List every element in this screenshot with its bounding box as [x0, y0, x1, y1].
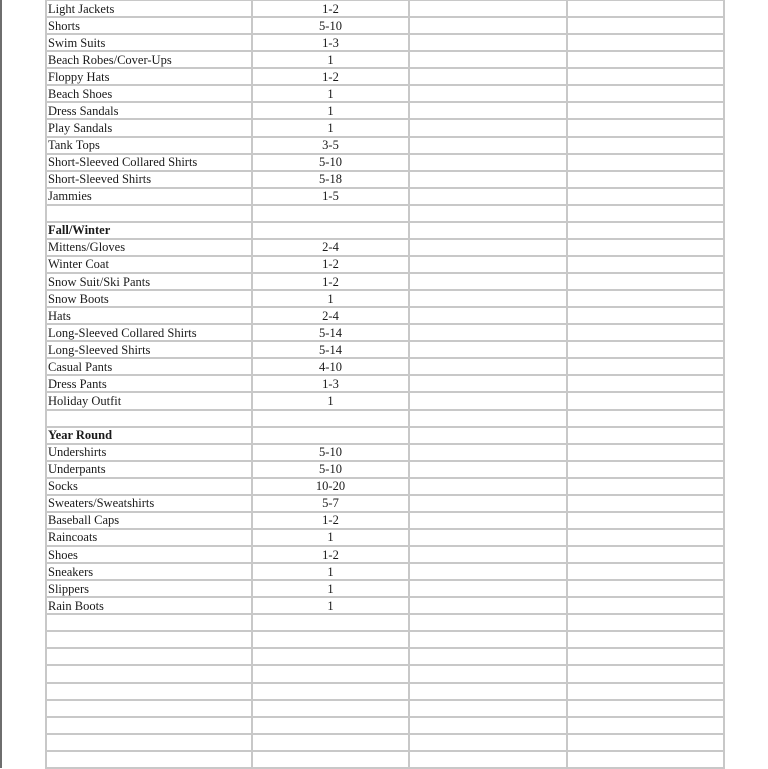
- quantity-cell[interactable]: 1: [252, 51, 409, 68]
- empty-row: [46, 648, 724, 665]
- checklist-cell[interactable]: [409, 290, 567, 307]
- item-name-cell[interactable]: Slippers: [46, 580, 252, 597]
- empty-row: [46, 614, 724, 631]
- item-name-cell[interactable]: Underpants: [46, 461, 252, 478]
- checklist-cell[interactable]: [567, 0, 724, 17]
- item-name-cell[interactable]: [46, 751, 252, 768]
- checklist-cell[interactable]: [409, 205, 567, 222]
- item-name-cell[interactable]: [46, 614, 252, 631]
- section-header-row: [46, 222, 724, 239]
- quantity-cell[interactable]: [252, 648, 409, 665]
- checklist-cell[interactable]: [409, 154, 567, 171]
- quantity-cell[interactable]: 5-18: [252, 171, 409, 188]
- table-row: [46, 51, 724, 68]
- item-name-cell[interactable]: Casual Pants: [46, 358, 252, 375]
- item-name-cell[interactable]: [46, 205, 252, 222]
- section-title-cell[interactable]: Year Round: [46, 427, 252, 444]
- quantity-cell[interactable]: 1-2: [252, 546, 409, 563]
- item-name-cell[interactable]: Long-Sleeved Shirts: [46, 341, 252, 358]
- checklist-cell[interactable]: [567, 273, 724, 290]
- empty-row: [46, 631, 724, 648]
- quantity-cell[interactable]: 10-20: [252, 478, 409, 495]
- checklist-cell[interactable]: [567, 580, 724, 597]
- checklist-cell[interactable]: [567, 154, 724, 171]
- checklist-cell[interactable]: [409, 392, 567, 409]
- item-name-cell[interactable]: Tank Tops: [46, 137, 252, 154]
- checklist-cell[interactable]: [567, 683, 724, 700]
- quantity-cell[interactable]: 1: [252, 597, 409, 614]
- quantity-cell[interactable]: 5-10: [252, 17, 409, 34]
- quantity-cell[interactable]: 1: [252, 529, 409, 546]
- quantity-cell[interactable]: [252, 700, 409, 717]
- checklist-cell[interactable]: [567, 665, 724, 682]
- checklist-cell[interactable]: [567, 205, 724, 222]
- table-row: [46, 119, 724, 136]
- item-name-cell[interactable]: Beach Robes/Cover-Ups: [46, 51, 252, 68]
- checklist-cell[interactable]: [409, 444, 567, 461]
- table-row: [46, 188, 724, 205]
- table-row: [46, 563, 724, 580]
- quantity-cell[interactable]: [252, 222, 409, 239]
- checklist-cell[interactable]: [409, 529, 567, 546]
- section-title-cell[interactable]: Fall/Winter: [46, 222, 252, 239]
- checklist-cell[interactable]: [409, 273, 567, 290]
- quantity-cell[interactable]: 1-5: [252, 188, 409, 205]
- checklist-cell[interactable]: [567, 375, 724, 392]
- checklist-cell[interactable]: [567, 256, 724, 273]
- page-edge: [0, 0, 2, 768]
- quantity-cell[interactable]: 1: [252, 85, 409, 102]
- item-name-cell[interactable]: Baseball Caps: [46, 512, 252, 529]
- quantity-cell[interactable]: 1: [252, 290, 409, 307]
- checklist-cell[interactable]: [409, 307, 567, 324]
- item-name-cell[interactable]: Snow Suit/Ski Pants: [46, 273, 252, 290]
- checklist-cell[interactable]: [567, 324, 724, 341]
- checklist-cell[interactable]: [567, 563, 724, 580]
- item-name-cell[interactable]: Swim Suits: [46, 34, 252, 51]
- checklist-cell[interactable]: [409, 17, 567, 34]
- table-body: [46, 0, 724, 768]
- quantity-cell[interactable]: [252, 410, 409, 427]
- checklist-cell[interactable]: [567, 358, 724, 375]
- table-row: [46, 154, 724, 171]
- checklist-cell[interactable]: [567, 495, 724, 512]
- table-row: [46, 546, 724, 563]
- checklist-cell[interactable]: [409, 478, 567, 495]
- checklist-cell[interactable]: [409, 495, 567, 512]
- quantity-cell[interactable]: [252, 631, 409, 648]
- item-name-cell[interactable]: Short-Sleeved Shirts: [46, 171, 252, 188]
- item-name-cell[interactable]: Mittens/Gloves: [46, 239, 252, 256]
- quantity-cell[interactable]: 1: [252, 580, 409, 597]
- checklist-cell[interactable]: [567, 85, 724, 102]
- checklist-cell[interactable]: [567, 546, 724, 563]
- empty-row: [46, 410, 724, 427]
- item-name-cell[interactable]: Beach Shoes: [46, 85, 252, 102]
- empty-row: [46, 683, 724, 700]
- quantity-cell[interactable]: [252, 683, 409, 700]
- item-name-cell[interactable]: Holiday Outfit: [46, 392, 252, 409]
- quantity-cell[interactable]: 5-10: [252, 444, 409, 461]
- checklist-cell[interactable]: [567, 239, 724, 256]
- quantity-cell[interactable]: 1-2: [252, 512, 409, 529]
- table-row: [46, 392, 724, 409]
- checklist-cell[interactable]: [567, 461, 724, 478]
- quantity-cell[interactable]: 4-10: [252, 358, 409, 375]
- checklist-cell[interactable]: [567, 427, 724, 444]
- item-name-cell[interactable]: Shoes: [46, 546, 252, 563]
- quantity-cell[interactable]: [252, 665, 409, 682]
- checklist-cell[interactable]: [409, 751, 567, 768]
- table-row: [46, 341, 724, 358]
- item-name-cell[interactable]: [46, 683, 252, 700]
- item-name-cell[interactable]: Jammies: [46, 188, 252, 205]
- checklist-cell[interactable]: [409, 119, 567, 136]
- checklist-cell[interactable]: [567, 631, 724, 648]
- quantity-cell[interactable]: 5-14: [252, 341, 409, 358]
- checklist-cell[interactable]: [567, 444, 724, 461]
- checklist-cell[interactable]: [409, 563, 567, 580]
- checklist-cell[interactable]: [409, 222, 567, 239]
- quantity-cell[interactable]: 1: [252, 392, 409, 409]
- table-row: [46, 580, 724, 597]
- item-name-cell[interactable]: Long-Sleeved Collared Shirts: [46, 324, 252, 341]
- quantity-cell[interactable]: 2-4: [252, 239, 409, 256]
- checklist-cell[interactable]: [409, 239, 567, 256]
- checklist-cell[interactable]: [567, 119, 724, 136]
- item-name-cell[interactable]: Play Sandals: [46, 119, 252, 136]
- empty-row: [46, 205, 724, 222]
- checklist-cell[interactable]: [409, 188, 567, 205]
- checklist-cell[interactable]: [409, 85, 567, 102]
- checklist-cell[interactable]: [409, 631, 567, 648]
- quantity-cell[interactable]: [252, 751, 409, 768]
- checklist-cell[interactable]: [409, 717, 567, 734]
- table-row: [46, 478, 724, 495]
- quantity-cell[interactable]: 5-10: [252, 461, 409, 478]
- checklist-cell[interactable]: [567, 751, 724, 768]
- item-name-cell[interactable]: Hats: [46, 307, 252, 324]
- item-name-cell[interactable]: [46, 631, 252, 648]
- quantity-cell[interactable]: 5-7: [252, 495, 409, 512]
- item-name-cell[interactable]: Raincoats: [46, 529, 252, 546]
- table-row: [46, 102, 724, 119]
- table-row: [46, 324, 724, 341]
- clothing-checklist-sheet: [45, 0, 723, 769]
- checklist-cell[interactable]: [567, 392, 724, 409]
- checklist-cell[interactable]: [409, 375, 567, 392]
- checklist-cell[interactable]: [409, 614, 567, 631]
- section-header-row: [46, 427, 724, 444]
- empty-row: [46, 717, 724, 734]
- checklist-cell[interactable]: [567, 700, 724, 717]
- checklist-cell[interactable]: [567, 68, 724, 85]
- table-row: [46, 375, 724, 392]
- checklist-cell[interactable]: [409, 68, 567, 85]
- quantity-cell[interactable]: [252, 717, 409, 734]
- item-name-cell[interactable]: [46, 717, 252, 734]
- checklist-cell[interactable]: [567, 51, 724, 68]
- item-name-cell[interactable]: Winter Coat: [46, 256, 252, 273]
- checklist-cell[interactable]: [567, 102, 724, 119]
- empty-row: [46, 751, 724, 768]
- checklist-cell[interactable]: [567, 717, 724, 734]
- checklist-cell[interactable]: [567, 648, 724, 665]
- item-name-cell[interactable]: Snow Boots: [46, 290, 252, 307]
- checklist-cell[interactable]: [409, 665, 567, 682]
- checklist-cell[interactable]: [567, 307, 724, 324]
- table-row: [46, 68, 724, 85]
- checklist-cell[interactable]: [567, 478, 724, 495]
- table-row: [46, 358, 724, 375]
- table-row: [46, 17, 724, 34]
- quantity-cell[interactable]: 1: [252, 102, 409, 119]
- item-name-cell[interactable]: Undershirts: [46, 444, 252, 461]
- checklist-cell[interactable]: [567, 529, 724, 546]
- item-name-cell[interactable]: Floppy Hats: [46, 68, 252, 85]
- table-row: [46, 137, 724, 154]
- item-name-cell[interactable]: [46, 410, 252, 427]
- quantity-cell[interactable]: 5-10: [252, 154, 409, 171]
- item-name-cell[interactable]: Socks: [46, 478, 252, 495]
- quantity-cell[interactable]: 1: [252, 563, 409, 580]
- checklist-cell[interactable]: [409, 597, 567, 614]
- checklist-cell[interactable]: [409, 171, 567, 188]
- checklist-cell[interactable]: [409, 102, 567, 119]
- item-name-cell[interactable]: [46, 648, 252, 665]
- checklist-cell[interactable]: [567, 171, 724, 188]
- item-name-cell[interactable]: Dress Pants: [46, 375, 252, 392]
- quantity-cell[interactable]: 1-3: [252, 34, 409, 51]
- table-row: [46, 34, 724, 51]
- checklist-cell[interactable]: [409, 256, 567, 273]
- table-row: [46, 512, 724, 529]
- item-name-cell[interactable]: Shorts: [46, 17, 252, 34]
- item-name-cell[interactable]: Dress Sandals: [46, 102, 252, 119]
- table-row: [46, 273, 724, 290]
- checklist-cell[interactable]: [409, 324, 567, 341]
- checklist-cell[interactable]: [567, 34, 724, 51]
- checklist-cell[interactable]: [567, 614, 724, 631]
- checklist-cell[interactable]: [409, 51, 567, 68]
- quantity-cell[interactable]: 1-2: [252, 273, 409, 290]
- table-row: [46, 529, 724, 546]
- quantity-cell[interactable]: 1-2: [252, 256, 409, 273]
- table-row: [46, 171, 724, 188]
- table-row: [46, 461, 724, 478]
- item-name-cell[interactable]: [46, 700, 252, 717]
- item-name-cell[interactable]: Light Jackets: [46, 0, 252, 17]
- checklist-cell[interactable]: [409, 427, 567, 444]
- quantity-cell[interactable]: 1: [252, 119, 409, 136]
- checklist-cell[interactable]: [409, 410, 567, 427]
- checklist-cell[interactable]: [409, 34, 567, 51]
- table-row: [46, 239, 724, 256]
- table-row: [46, 444, 724, 461]
- checklist-cell[interactable]: [409, 648, 567, 665]
- checklist-cell[interactable]: [409, 461, 567, 478]
- table-row: [46, 85, 724, 102]
- checklist-cell[interactable]: [567, 188, 724, 205]
- checklist-cell[interactable]: [409, 734, 567, 751]
- quantity-cell[interactable]: [252, 614, 409, 631]
- checklist-cell[interactable]: [409, 512, 567, 529]
- checklist-cell[interactable]: [567, 137, 724, 154]
- quantity-cell[interactable]: 3-5: [252, 137, 409, 154]
- quantity-cell[interactable]: 2-4: [252, 307, 409, 324]
- quantity-cell[interactable]: 1-2: [252, 0, 409, 17]
- table-row: [46, 495, 724, 512]
- checklist-cell[interactable]: [567, 290, 724, 307]
- checklist-cell[interactable]: [567, 341, 724, 358]
- checklist-cell[interactable]: [567, 512, 724, 529]
- checklist-cell[interactable]: [409, 0, 567, 17]
- quantity-cell[interactable]: [252, 427, 409, 444]
- item-name-cell[interactable]: Short-Sleeved Collared Shirts: [46, 154, 252, 171]
- quantity-cell[interactable]: 5-14: [252, 324, 409, 341]
- empty-row: [46, 734, 724, 751]
- quantity-cell[interactable]: [252, 205, 409, 222]
- item-name-cell[interactable]: Rain Boots: [46, 597, 252, 614]
- checklist-cell[interactable]: [409, 358, 567, 375]
- checklist-cell[interactable]: [409, 546, 567, 563]
- table-row: [46, 0, 724, 17]
- table-row: [46, 307, 724, 324]
- item-name-cell[interactable]: [46, 665, 252, 682]
- item-name-cell[interactable]: Sweaters/Sweatshirts: [46, 495, 252, 512]
- table-row: [46, 256, 724, 273]
- item-name-cell[interactable]: [46, 734, 252, 751]
- empty-row: [46, 665, 724, 682]
- checklist-cell[interactable]: [409, 137, 567, 154]
- checklist-cell[interactable]: [409, 683, 567, 700]
- quantity-cell[interactable]: 1-2: [252, 68, 409, 85]
- item-name-cell[interactable]: Sneakers: [46, 563, 252, 580]
- quantity-cell[interactable]: 1-3: [252, 375, 409, 392]
- checklist-cell[interactable]: [567, 597, 724, 614]
- checklist-cell[interactable]: [409, 580, 567, 597]
- checklist-cell[interactable]: [567, 17, 724, 34]
- table-row: [46, 290, 724, 307]
- table-row: [46, 597, 724, 614]
- checklist-cell[interactable]: [409, 700, 567, 717]
- checklist-cell[interactable]: [567, 734, 724, 751]
- checklist-cell[interactable]: [409, 341, 567, 358]
- checklist-cell[interactable]: [567, 410, 724, 427]
- empty-row: [46, 700, 724, 717]
- clothing-checklist-table: [45, 0, 725, 769]
- quantity-cell[interactable]: [252, 734, 409, 751]
- checklist-cell[interactable]: [567, 222, 724, 239]
